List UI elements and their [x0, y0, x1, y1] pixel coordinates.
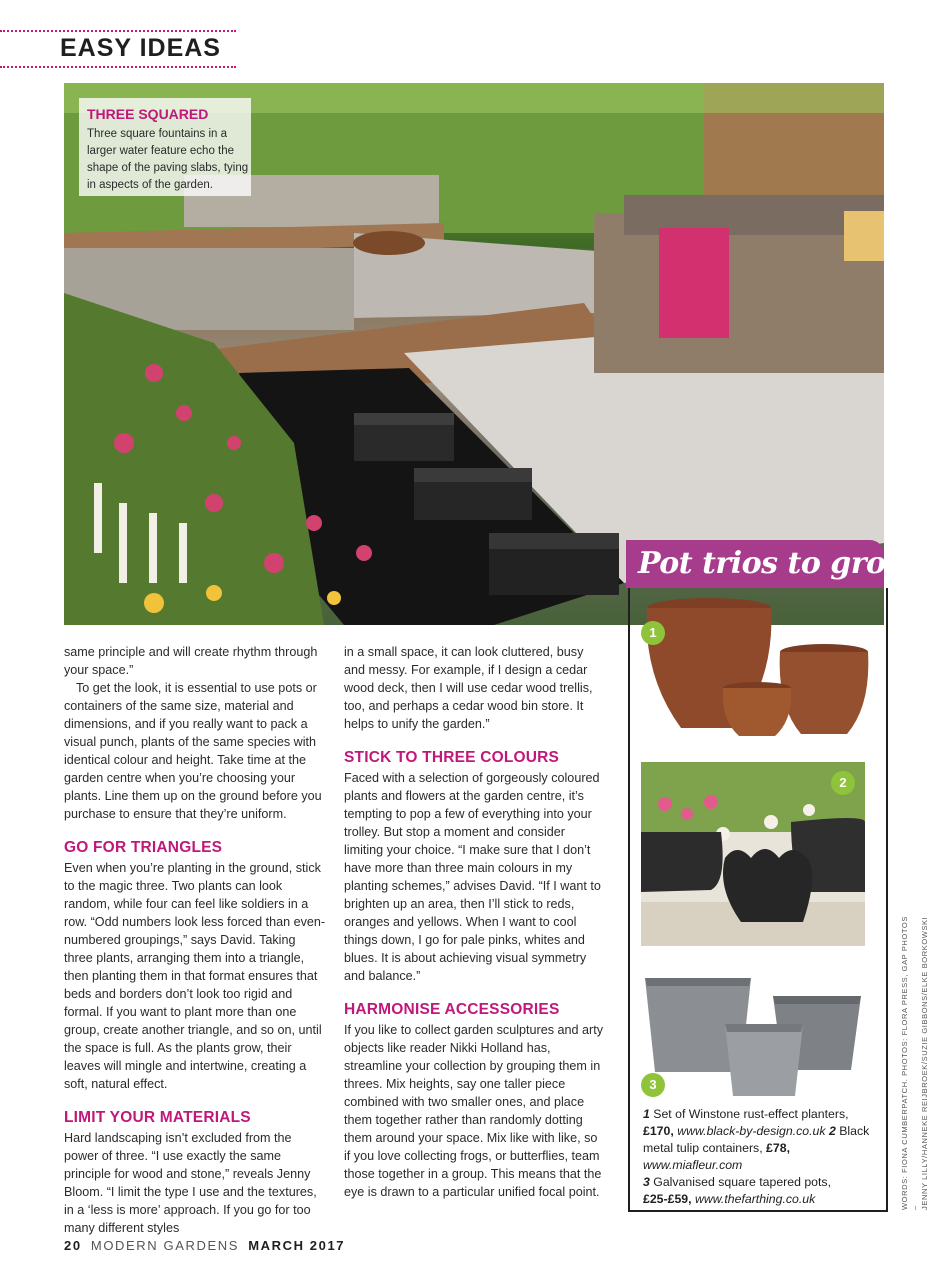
wicker-sofa: [594, 213, 884, 373]
badge-2: 2: [831, 771, 855, 795]
planter-medium: [780, 652, 869, 734]
black-tulip-containers-image: [641, 762, 865, 946]
pot-trios-header: [626, 540, 928, 588]
item-2-price: £78,: [766, 1141, 790, 1155]
tulip-container-left: [641, 832, 723, 892]
item-2-url[interactable]: www.miafleur.com: [643, 1158, 743, 1172]
caption-text: Three square fountains in a larger water feature echo the shape of the paving slabs, tying in aspects of the garden.: [87, 128, 249, 191]
heading-materials: LIMIT YOUR MATERIALS: [64, 1109, 251, 1126]
heading-colours: STICK TO THREE COLOURS: [344, 749, 560, 766]
paragraph-colours: Faced with a selection of gorgeously coloured plants and flowers at the garden centre, it’s tempting to pop a few of everything into your trolley. But stop a moment and consider limiting your choice. “I make sure that I don’t have more than three main colours in my planting schemes,” advises David. “If I want to brighten up an area, then I’ll stick to reds, oranges and yellows. When I want to cool things down, I go for pale pinks, whites and blues. It is about achieving visual symmetry and balance.”: [344, 771, 601, 983]
galvanised-pot-small: [725, 1024, 803, 1096]
pot-trios-caption: [643, 1106, 871, 1208]
article-column-2: [344, 643, 606, 1201]
pot-trios-title: Pot trios to group: [638, 546, 928, 581]
article-column-1: [64, 643, 326, 1237]
credits-line-1: WORDS: FIONA CUMBERPATCH. PHOTOS: FLORA PRESS, GAP PHOTOS –: [900, 916, 919, 1210]
item-2-num: 2: [828, 1124, 836, 1138]
item-3-url[interactable]: www.thefarthing.co.uk: [694, 1192, 816, 1206]
pink-throw: [659, 228, 729, 338]
paragraph-small-space: in a small space, it can look cluttered, busy and messy. For example, if I design a cedar wood deck, then I will use cedar wood trellis, too, and perhaps a cedar wood bin store. It helps to unify the garden.”: [344, 645, 593, 731]
page-footer: [64, 1238, 345, 1253]
tulip-container-front: [723, 849, 812, 922]
caption-title: THREE SQUARED: [87, 106, 209, 122]
fire-bowl: [353, 231, 425, 255]
item-1-desc: Set of Winstone rust-effect planters,: [653, 1107, 849, 1121]
section-tag: [0, 30, 236, 68]
item-3-num: 3: [643, 1175, 650, 1189]
item-1-price: £170,: [643, 1124, 674, 1138]
photo-credits: [900, 910, 930, 1210]
paragraph-get-the-look: To get the look, it is essential to use pots or containers of the same size, material and dimensions, and if you really want to pack a visual punch, plants of the same species with identical colour and height. Take time at the garden centre when you’re choosing your plants. Line them up on the ground before you purchase to ensure that they’re uniform.: [64, 681, 322, 821]
item-1-num: 1: [643, 1107, 650, 1121]
magazine-name: MODERN GARDENS: [90, 1238, 239, 1253]
heading-accessories: HARMONISE ACCESSORIES: [344, 1001, 560, 1018]
badge-1: 1: [641, 621, 665, 645]
paragraph-accessories: If you like to collect garden sculptures and arty objects like reader Nikki Holland has, streamline your collection by grouping them in threes. Mix heights, say one taller piece combined with two smaller ones, and place them together rather than randomly dotting them around your space. Mix like with like, so if you love collecting frogs, or butterflies, team those together in a group. This means that the eye is drawn to a particular unified focal point.: [344, 1023, 604, 1199]
galvanised-pots-image: [641, 968, 867, 1100]
badge-3: 3: [641, 1073, 665, 1097]
paragraph-continued: same principle and will create rhythm through your space.”: [64, 645, 318, 677]
paragraph-triangles: Even when you’re planting in the ground, stick to the magic three. Two plants can look random, while four can feel like soldiers in a row. “Odd numbers look less forced than even-numbered groupings,” says David. Taking three plants, arranging them into a triangle, then planting them in that format ensures that beds and borders don’t look too rigid and formal. If you want to plant more than one group, create another triangle, and so on, until the space is full. As the plants grow, their leaves will mingle and intertwine, creating a soft, natural effect.: [64, 861, 326, 1091]
photo-caption-box: [79, 98, 251, 196]
item-1-url[interactable]: www.black-by-design.co.uk: [677, 1124, 826, 1138]
planter-small: [723, 688, 791, 736]
rust-planters-image: [641, 596, 869, 738]
paragraph-materials: Hard landscaping isn’t excluded from the power of three. “I use exactly the same principle for wood and stone,” reveals Jenny Bloom. “I limit the type I use and the textures, in a ‘less is more’ approach. If you go for too many different styles: [64, 1131, 317, 1235]
tag-notch: [228, 30, 240, 68]
issue-date: MARCH 2017: [248, 1238, 346, 1253]
yellow-cushion: [844, 211, 884, 261]
item-3-desc: Galvanised square tapered pots,: [653, 1175, 832, 1189]
section-label: EASY IDEAS: [60, 34, 221, 62]
heading-triangles: GO FOR TRIANGLES: [64, 839, 223, 856]
item-2-desc: Black metal tulip containers,: [643, 1124, 870, 1155]
page-number: 20: [64, 1238, 82, 1253]
credits-line-2: JENNY LILLY/HANNEKE REIJBROEK/SUZIE GIBBONS/ELKE BORKOWSKI: [920, 916, 929, 1210]
item-3-price: £25-£59,: [643, 1192, 692, 1206]
